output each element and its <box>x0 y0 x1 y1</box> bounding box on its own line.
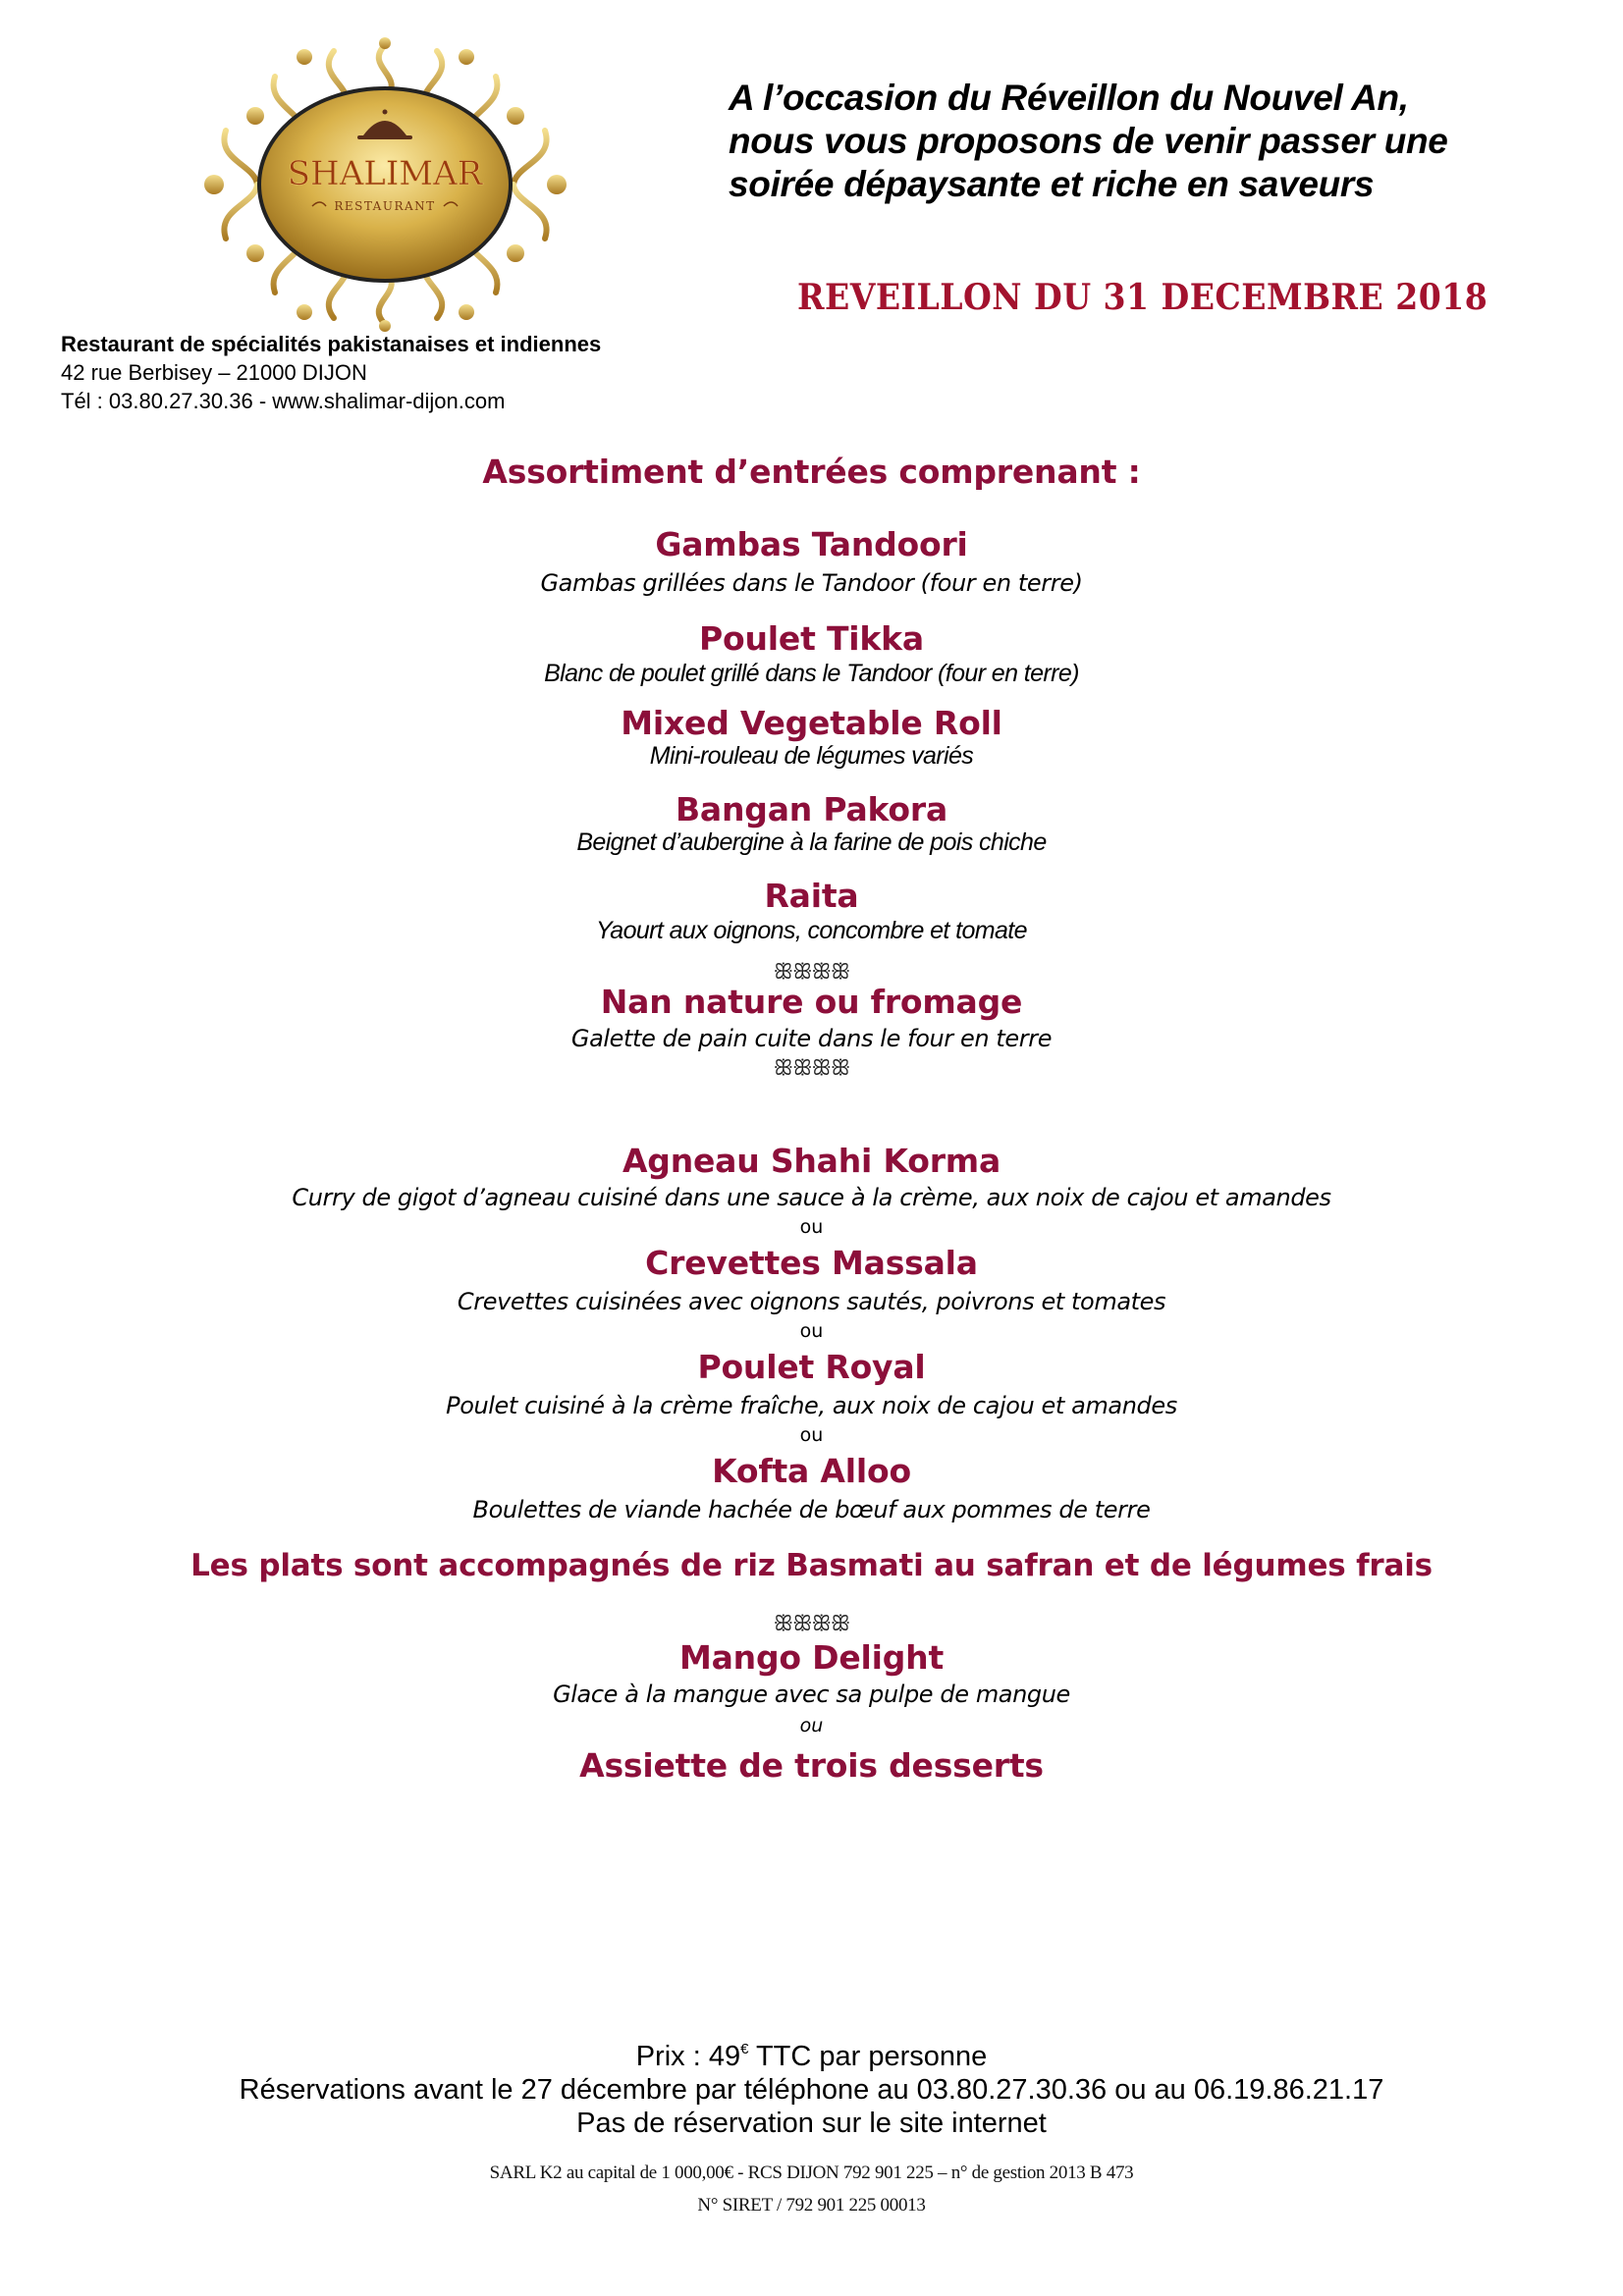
ornament-divider-icon: ꕥꕥꕥꕥ <box>773 959 850 984</box>
dish-name: Kofta Alloo <box>712 1452 911 1490</box>
or-separator: ou <box>799 1320 824 1342</box>
dish-description: Boulettes de viande hachée de bœuf aux pommes de terre <box>472 1496 1151 1523</box>
dish-description: Mini-rouleau de légumes variés <box>649 742 974 770</box>
restaurant-info <box>61 330 601 415</box>
sides-note: Les plats sont accompagnés de riz Basmati au safran et de légumes frais <box>190 1548 1433 1583</box>
dish-description: Gambas grillées dans le Tandoor (four en terre) <box>540 569 1083 597</box>
currency-symbol: € <box>740 2041 749 2057</box>
no-online-reservation: Pas de réservation sur le site internet <box>576 2108 1047 2139</box>
dish-description: Yaourt aux oignons, concombre et tomate <box>596 917 1027 944</box>
pricing <box>0 2040 1623 2140</box>
price-suffix: TTC par personne <box>748 2041 988 2072</box>
starters-heading: Assortiment d’entrées comprenant : <box>482 453 1141 491</box>
dish-name: Crevettes Massala <box>645 1244 978 1282</box>
dish-name: Nan nature ou fromage <box>600 983 1023 1021</box>
dish-name: Mixed Vegetable Roll <box>621 704 1002 742</box>
dish-description: Crevettes cuisinées avec oignons sautés, poivrons et tomates <box>457 1288 1166 1315</box>
company-info: SARL K2 au capital de 1 000,00€ - RCS DIJON 792 901 225 – n° de gestion 2013 B 473 <box>489 2163 1134 2183</box>
restaurant-address: 42 rue Berbisey – 21000 DIJON <box>61 360 367 385</box>
restaurant-tagline: Restaurant de spécialités pakistanaises et indiennes <box>61 332 602 356</box>
ornament-divider-icon: ꕥꕥꕥꕥ <box>773 1055 850 1080</box>
legal-footer <box>0 2157 1623 2221</box>
dish-description: Glace à la mangue avec sa pulpe de mangue <box>553 1681 1070 1708</box>
dish-description: Beignet d’aubergine à la farine de pois chiche <box>576 828 1047 856</box>
intro-line: soirée dépaysante et riche en saveurs <box>729 164 1375 204</box>
dish-description: Blanc de poulet grillé dans le Tandoor (four en terre) <box>544 660 1079 687</box>
dish-name: Raita <box>764 877 859 915</box>
siret-number: N° SIRET / 792 901 225 00013 <box>697 2195 926 2216</box>
dish-name: Poulet Tikka <box>699 619 924 658</box>
intro-paragraph <box>729 77 1593 206</box>
or-separator: ou <box>799 1424 824 1446</box>
restaurant-logo <box>196 37 574 332</box>
dish-description: Curry de gigot d’agneau cuisiné dans une sauce à la crème, aux noix de cajou et amandes <box>292 1184 1331 1211</box>
dish-name: Assiette de trois desserts <box>579 1746 1044 1785</box>
intro-line: A l’occasion du Réveillon du Nouvel An, <box>729 78 1409 118</box>
price-line <box>0 2040 1623 2073</box>
dish-description: Galette de pain cuite dans le four en terre <box>570 1025 1053 1052</box>
dish-description: Poulet cuisiné à la crème fraîche, aux noix de cajou et amandes <box>446 1392 1177 1419</box>
dish-name: Bangan Pakora <box>675 790 948 828</box>
menu <box>0 447 1623 1786</box>
dish-name: Poulet Royal <box>697 1348 926 1386</box>
shalimar-logo-emblem-icon <box>196 37 574 332</box>
svg-text:SHALIMAR: SHALIMAR <box>287 154 483 193</box>
restaurant-contact: Tél : 03.80.27.30.36 - www.shalimar-dijon.com <box>61 389 506 413</box>
dish-name: Agneau Shahi Korma <box>622 1142 1001 1180</box>
dish-name: Gambas Tandoori <box>655 525 968 563</box>
price-value: Prix : 49 <box>635 2041 741 2072</box>
ornament-divider-icon: ꕥꕥꕥꕥ <box>773 1611 850 1635</box>
intro-line: nous vous proposons de venir passer une <box>729 121 1448 161</box>
svg-text:RESTAURANT: RESTAURANT <box>334 199 436 213</box>
or-separator: ou <box>799 1715 824 1736</box>
event-title: REVEILLON DU 31 DECEMBRE 2018 <box>797 277 1488 318</box>
or-separator: ou <box>799 1216 824 1238</box>
dish-name: Mango Delight <box>678 1638 945 1677</box>
reservation-info: Réservations avant le 27 décembre par téléphone au 03.80.27.30.36 ou au 06.19.86.21.17 <box>239 2074 1384 2106</box>
